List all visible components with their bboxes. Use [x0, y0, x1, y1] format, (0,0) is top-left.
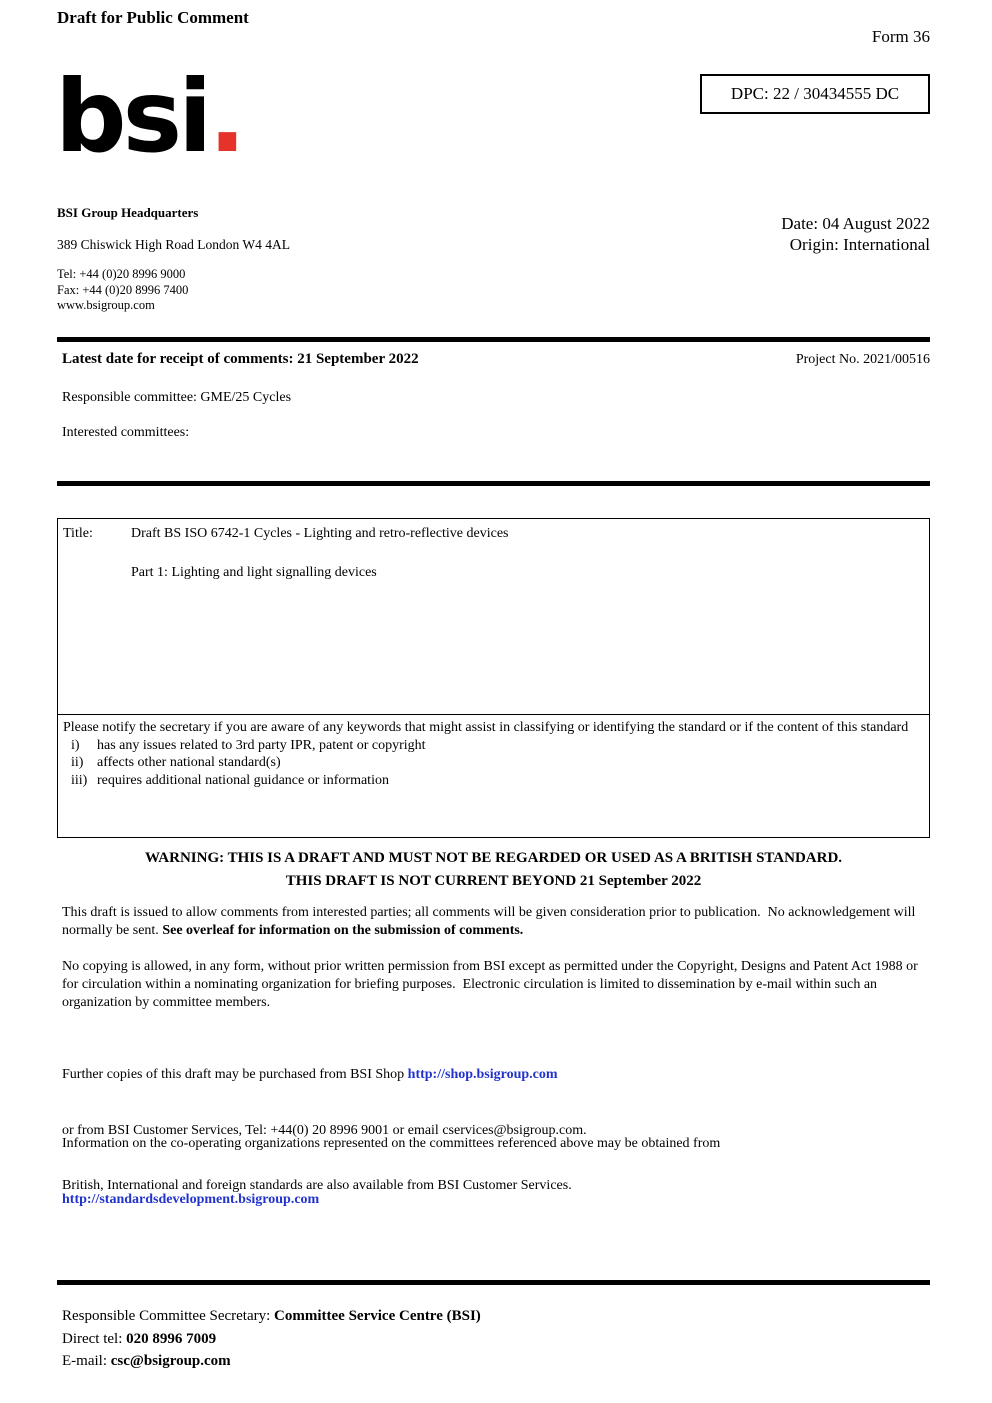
form-number: Form 36: [871, 27, 930, 46]
further-copies-line1: [62, 1066, 930, 1085]
dpc-number: DPC: 22 / 30434555 DC: [730, 84, 900, 103]
keywords-item-text: has any issues related to 3rd party IPR, patent or copyright: [97, 737, 426, 753]
footer-secretary-block: [62, 1305, 481, 1373]
title-box: [57, 518, 930, 715]
paragraph-draft-comments: [62, 904, 930, 940]
paragraph-no-copying: No copying is allowed, in any form, without prior written permission from BSI except as permitted under the Copyright, Designs and Patent Act 1988 or for circulation within a nominating organization for briefing purposes. Electronic circulation is limited to dissemination by e-mail within such an organization by committee members.: [62, 959, 922, 1010]
keywords-item-number: iii): [71, 772, 88, 788]
hq-contact-block: [57, 267, 188, 314]
keywords-item-text: requires additional national guidance or information: [97, 772, 389, 788]
origin: Origin: International: [789, 235, 930, 254]
document-meta: [781, 213, 930, 255]
direct-tel-value: 020 8996 7009: [126, 1330, 217, 1347]
standards-availability-line: British, International and foreign standards are also available from BSI Customer Services.: [62, 1178, 572, 1193]
comments-header-row: [57, 351, 930, 368]
dpc-number-box: [700, 74, 930, 114]
hq-website: www.bsigroup.com: [57, 298, 155, 312]
hq-title: BSI Group Headquarters: [57, 205, 199, 220]
paragraph-cooperating-organizations: [62, 1098, 930, 1228]
keywords-intro: Please notify the secretary if you are aware of any keywords that might assist in classifying or identifying the standard or if the content of this standard: [63, 720, 909, 735]
paragraph-draft-comments-text: This draft is issued to allow comments from interested parties; all comments will be given consideration prior to publication. No acknowledgement will normally be sent.: [62, 905, 919, 938]
hq-street-address: 389 Chiswick High Road London W4 4AL: [57, 237, 290, 252]
customer-services-line: or from BSI Customer Services, Tel: +44(0) 20 8996 9001 or email cservices@bsigroup.com.: [62, 1122, 587, 1138]
standards-development-link[interactable]: http://standardsdevelopment.bsigroup.com: [62, 1191, 320, 1207]
latest-comment-date: Latest date for receipt of comments: 21 September 2022: [62, 351, 419, 367]
horizontal-rule-middle: [57, 481, 930, 486]
draft-warning: [57, 847, 930, 893]
responsible-committee: Responsible committee: GME/25 Cycles: [62, 390, 292, 405]
direct-tel-label: Direct tel:: [62, 1330, 127, 1347]
cooperating-organizations-text: Information on the co-operating organizations represented on the committees referenced above may be obtained from: [62, 1136, 721, 1151]
horizontal-rule-top: [57, 337, 930, 342]
title-content: [131, 526, 921, 581]
bsi-shop-link[interactable]: http://shop.bsigroup.com: [407, 1067, 558, 1082]
standard-subtitle: Part 1: Lighting and light signalling devices: [131, 565, 377, 580]
keywords-item: [63, 737, 923, 755]
further-copies-text: Further copies of this draft may be purchased from BSI Shop: [62, 1067, 408, 1082]
keywords-notice-box: [57, 714, 930, 838]
standard-title: Draft BS ISO 6742-1 Cycles - Lighting and retro-reflective devices: [131, 526, 509, 541]
bsi-logo: [55, 58, 243, 175]
direct-tel-line: [62, 1328, 481, 1351]
issue-date: Date: 04 August 2022: [781, 214, 930, 233]
keywords-item-text: affects other national standard(s): [97, 755, 281, 770]
email-line: [62, 1350, 481, 1373]
horizontal-rule-bottom: [57, 1280, 930, 1285]
interested-committees: Interested committees:: [62, 425, 190, 440]
keywords-item: [63, 754, 923, 772]
bsi-logo-dot: .: [208, 58, 243, 175]
secretary-label: Responsible Committee Secretary:: [62, 1308, 275, 1324]
secretary-line: [62, 1305, 481, 1328]
keywords-item-number: ii): [71, 755, 84, 770]
hq-fax: Fax: +44 (0)20 8996 7400: [57, 282, 189, 297]
warning-line1: WARNING: THIS IS A DRAFT AND MUST NOT BE REGARDED OR USED AS A BRITISH STANDARD.: [144, 850, 843, 866]
email-value: csc@bsigroup.com: [110, 1353, 231, 1369]
warning-line2: THIS DRAFT IS NOT CURRENT BEYOND 21 September 2022: [285, 873, 702, 889]
keywords-item: [63, 772, 923, 790]
hq-tel: Tel: +44 (0)20 8996 9000: [57, 267, 186, 281]
keywords-item-number: i): [71, 737, 80, 753]
draft-for-public-comment-label: Draft for Public Comment: [57, 8, 249, 27]
email-label: E-mail:: [62, 1353, 111, 1369]
secretary-value: Committee Service Centre (BSI): [274, 1308, 481, 1324]
project-number: Project No. 2021/00516: [795, 352, 930, 367]
bsi-logo-text: bsi: [55, 58, 209, 175]
title-label: Title:: [63, 526, 93, 541]
see-overleaf-note: See overleaf for information on the submission of comments.: [162, 923, 524, 938]
